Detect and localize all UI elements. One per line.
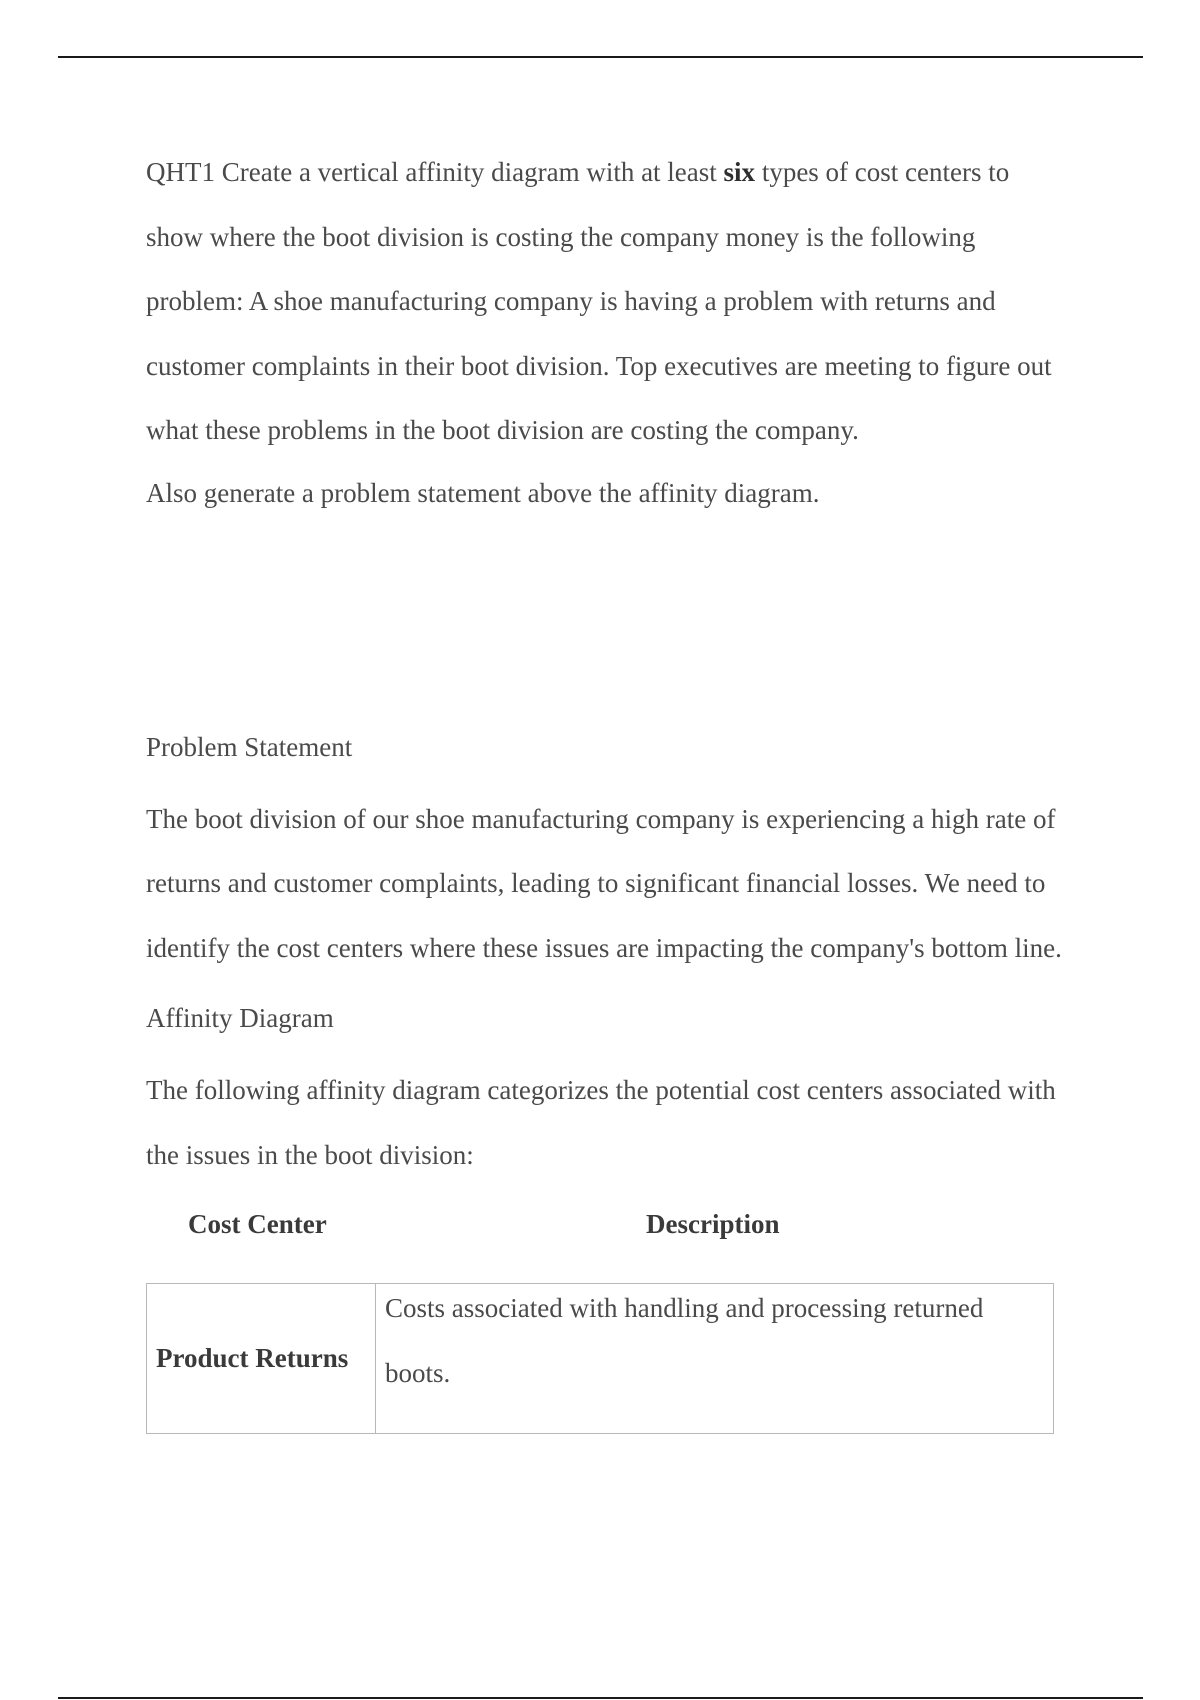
- problem-statement-body: The boot division of our shoe manufacturing company is experiencing a high rate of returns and customer complaints, leading to significant financial losses. We need to identify the cost centers where these issues are impacting the company's bottom line.: [146, 803, 1062, 963]
- document-body: [146, 140, 1066, 1434]
- column-header-description: Description: [646, 1209, 780, 1239]
- description-cell: [376, 1284, 1053, 1433]
- problem-statement-heading: Problem Statement: [146, 731, 353, 762]
- table-header-row: [146, 1209, 1066, 1249]
- cost-center-cell: Product Returns: [147, 1284, 376, 1433]
- affinity-diagram-intro: The following affinity diagram categorizes the potential cost centers associated with the issues in the boot division:: [146, 1075, 1056, 1170]
- question-paragraph: [146, 140, 1066, 463]
- bottom-rule: [58, 1697, 1143, 1699]
- description-text: Costs associated with handling and processing returned boots.: [385, 1293, 984, 1388]
- question-tail: Also generate a problem statement above the affinity diagram.: [146, 477, 820, 508]
- question-emphasis: six: [723, 157, 756, 187]
- column-header-cost-center: Cost Center: [188, 1209, 327, 1239]
- cost-center-table: [146, 1283, 1054, 1434]
- affinity-diagram-heading: Affinity Diagram: [146, 1003, 334, 1033]
- top-rule: [58, 56, 1143, 58]
- question-rest: types of cost centers to show where the boot division is costing the company money is the following problem: A shoe manufacturing company is having a problem with returns and customer complaints in their boot division. Top executives are meeting to figure out what these problems in the boot division are costing the company.: [146, 157, 1052, 445]
- question-lead: QHT1 Create a vertical affinity diagram with at least: [146, 157, 724, 187]
